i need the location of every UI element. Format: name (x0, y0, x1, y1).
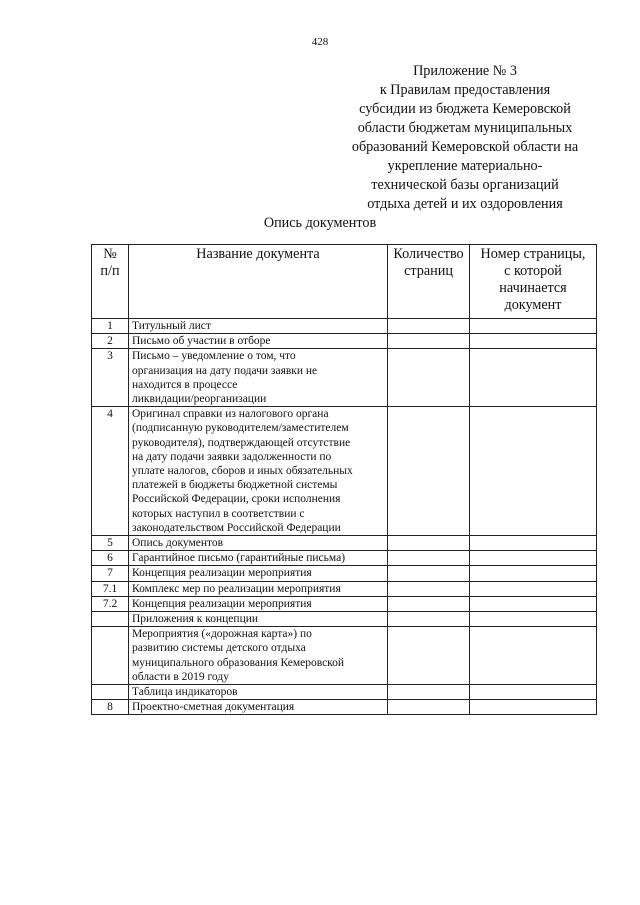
document-name-line: организация на дату подачи заявки не (132, 364, 318, 377)
document-name-line: развитию системы детского отдыха (132, 642, 306, 655)
document-name-line: муниципального образования Кемеровской (132, 656, 345, 669)
row-number: 7.2 (92, 596, 129, 611)
table-row (92, 319, 597, 334)
header-num-line: п/п (100, 263, 120, 279)
header-pages-line: страниц (404, 263, 453, 279)
document-name-line: платежей в бюджеты бюджетной системы (132, 479, 338, 492)
document-name-line: Концепция реализации мероприятия (132, 567, 312, 580)
row-number: 7.1 (92, 581, 129, 596)
table-row (92, 349, 597, 407)
row-number: 1 (92, 319, 129, 334)
row-document-name (129, 566, 388, 581)
row-page-count (388, 319, 470, 334)
appendix-line: Приложение № 3 (413, 63, 517, 79)
document-name-line: Гарантийное письмо (гарантийные письма) (132, 552, 346, 565)
row-number (92, 685, 129, 700)
row-start-page (470, 349, 597, 407)
documents-table (91, 244, 597, 715)
row-number: 2 (92, 334, 129, 349)
row-page-count (388, 349, 470, 407)
table-header-row (92, 245, 597, 319)
document-name-line: ликвидации/реорганизации (132, 393, 267, 406)
row-start-page (470, 700, 597, 715)
document-name-line: Опись документов (132, 537, 224, 550)
document-name-line: Титульный лист (132, 320, 211, 332)
appendix-heading (340, 62, 590, 214)
document-name-line: Комплекс мер по реализации мероприятия (132, 582, 341, 595)
row-start-page (470, 627, 597, 685)
row-number: 8 (92, 700, 129, 715)
appendix-line: технической базы организаций (371, 177, 559, 193)
header-pages-line: Количество (393, 246, 464, 262)
row-number: 5 (92, 536, 129, 551)
appendix-line: отдыха детей и их оздоровления (367, 196, 563, 212)
row-page-count (388, 685, 470, 700)
row-page-count (388, 407, 470, 536)
document-name-line: области в 2019 году (132, 670, 229, 683)
document-name-line: законодательством Российской Федерации (132, 521, 341, 534)
row-page-count (388, 627, 470, 685)
header-start-line: Номер страницы, (480, 246, 586, 262)
header-start-line: с которой (504, 263, 562, 279)
table-row (92, 536, 597, 551)
row-number (92, 612, 129, 627)
table-row (92, 407, 597, 536)
table-row (92, 566, 597, 581)
row-start-page (470, 581, 597, 596)
table-row (92, 551, 597, 566)
row-document-name (129, 536, 388, 551)
document-name-line: Мероприятия («дорожная карта») по (132, 628, 312, 641)
header-pages (388, 245, 470, 319)
row-start-page (470, 319, 597, 334)
document-name-line: которых наступил в соответствии с (132, 507, 305, 520)
row-number: 7 (92, 566, 129, 581)
row-document-name (129, 319, 388, 334)
table-row (92, 581, 597, 596)
header-num-line: № (103, 246, 117, 262)
row-page-count (388, 612, 470, 627)
document-name-line: Письмо – уведомление о том, что (132, 350, 296, 363)
table-row (92, 700, 597, 715)
row-start-page (470, 536, 597, 551)
row-document-name (129, 627, 388, 685)
row-start-page (470, 612, 597, 627)
document-name-line: Письмо об участии в отборе (132, 335, 271, 348)
row-start-page (470, 407, 597, 536)
page-number: 428 (311, 36, 329, 48)
header-start-page (470, 245, 597, 319)
row-start-page (470, 566, 597, 581)
row-document-name (129, 407, 388, 536)
row-document-name (129, 581, 388, 596)
header-start-line: начинается (499, 280, 567, 296)
appendix-line: образований Кемеровской области на (351, 139, 579, 155)
document-name-line: Таблица индикаторов (132, 686, 238, 699)
row-start-page (470, 685, 597, 700)
document-name-line: на дату подачи заявки задолженности по (132, 450, 332, 463)
row-page-count (388, 536, 470, 551)
table-row (92, 627, 597, 685)
row-start-page (470, 551, 597, 566)
document-name-line: Проектно-сметная документация (132, 701, 295, 714)
document-name-line: Приложения к концепции (132, 613, 259, 626)
row-document-name (129, 612, 388, 627)
appendix-line: субсидии из бюджета Кемеровской (359, 101, 571, 117)
row-page-count (388, 700, 470, 715)
row-start-page (470, 334, 597, 349)
row-number: 3 (92, 349, 129, 407)
document-name-line: руководителя), подтверждающей отсутствие (132, 436, 351, 449)
row-document-name (129, 334, 388, 349)
row-document-name (129, 685, 388, 700)
header-start-line: документ (504, 297, 562, 313)
row-document-name (129, 349, 388, 407)
document-name-line: Оригинал справки из налогового органа (132, 408, 329, 421)
appendix-line: укрепление материально- (387, 158, 543, 174)
table-row (92, 596, 597, 611)
table-row (92, 612, 597, 627)
document-name-line: находится в процессе (132, 378, 238, 391)
row-number: 4 (92, 407, 129, 536)
header-name: Название документа (129, 245, 388, 319)
row-page-count (388, 596, 470, 611)
row-start-page (470, 596, 597, 611)
document-title: Опись документов (263, 215, 377, 231)
row-page-count (388, 551, 470, 566)
row-number: 6 (92, 551, 129, 566)
row-document-name (129, 700, 388, 715)
document-name-line: Концепция реализации мероприятия (132, 597, 312, 610)
row-page-count (388, 566, 470, 581)
table-row (92, 685, 597, 700)
document-name-line: (подписанную руководителем/заместителем (132, 422, 349, 435)
row-number (92, 627, 129, 685)
table-row (92, 334, 597, 349)
row-page-count (388, 334, 470, 349)
document-name-line: уплате налогов, сборов и иных обязательных (132, 465, 353, 478)
appendix-line: к Правилам предоставления (379, 82, 551, 98)
row-document-name (129, 596, 388, 611)
row-page-count (388, 581, 470, 596)
header-num (92, 245, 129, 319)
document-name-line: Российской Федерации, сроки исполнения (132, 493, 341, 506)
appendix-line: области бюджетам муниципальных (357, 120, 573, 136)
row-document-name (129, 551, 388, 566)
